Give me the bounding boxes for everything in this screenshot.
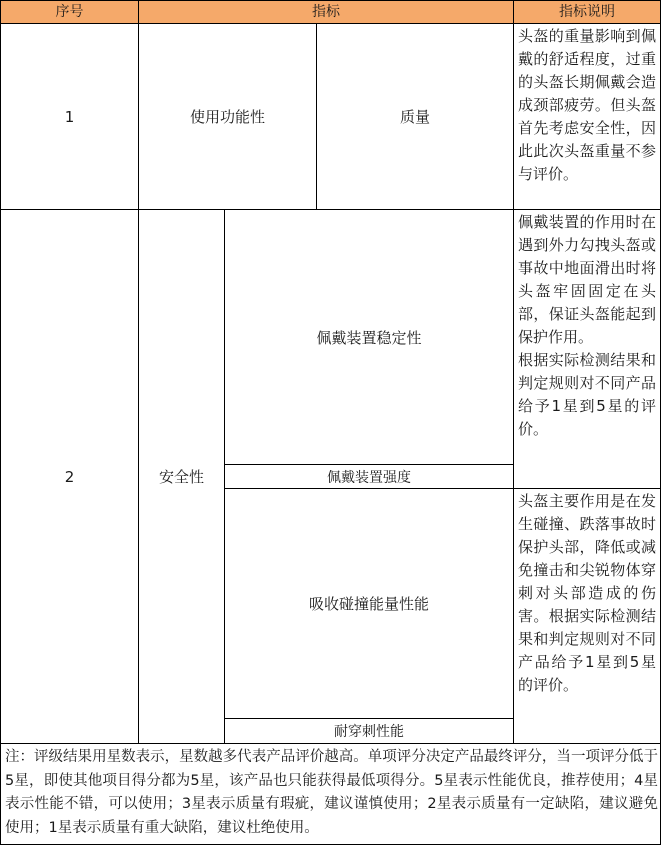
row2-seq: 2 [0, 209, 139, 744]
header-desc: 指标说明 [513, 0, 661, 24]
row1-item: 质量 [316, 23, 514, 210]
item-wearing-strength: 佩戴装置强度 [224, 464, 514, 489]
row2-desc-impact [513, 488, 661, 744]
header-indicator: 指标 [138, 0, 514, 24]
row1-category: 使用功能性 [138, 23, 317, 210]
row2-category: 安全性 [138, 209, 225, 744]
item-puncture-resistance: 耐穿刺性能 [224, 718, 514, 744]
row2-desc-wearing-rating: 根据实际检测结果和判定规则对不同产品给予1星到5星的评价。 [518, 351, 656, 438]
item-impact-absorption: 吸收碰撞能量性能 [224, 488, 514, 719]
row2-desc-wearing-text: 佩戴装置的作用时在遇到外力勾拽头盔或事故中地面滑出时将头盔牢固固定在头部，保证头盔能起到保护作用。 [518, 213, 656, 346]
row2-desc-impact-text: 头盔主要作用是在发生碰撞、跌落事故时保护头部，降低或减免撞击和尖锐物体穿刺对头部造成的伤害。根据实际检测结果和判定规则对不同产品给予1星到5星的评价。 [518, 492, 656, 694]
row1-desc-text: 头盔的重量影响到佩戴的舒适程度，过重的头盔长期佩戴会造成颈部疲劳。但头盔首先考虑安全性，因此此次头盔重量不参与评价。 [518, 27, 656, 183]
row1-desc [513, 23, 661, 210]
row2-desc-wearing [513, 209, 661, 489]
item-wearing-stability: 佩戴装置稳定性 [224, 209, 514, 465]
header-seq: 序号 [0, 0, 139, 24]
row1-seq: 1 [0, 23, 139, 210]
rating-note-text: 注：评级结果用星数表示，星数越多代表产品评价越高。单项评分决定产品最终评分，当一项评分低于5星，即使其他项目得分都为5星，该产品也只能获得最低项得分。5星表示性能优良，推荐使用；4星表示性能不错，可以使用；3星表示质量有瑕疵，建议谨慎使用；2星表示质量有一定缺陷，建议避免使用；1星表示质量有重大缺陷，建议杜绝使用。 [5, 749, 658, 836]
rating-note [0, 743, 661, 845]
